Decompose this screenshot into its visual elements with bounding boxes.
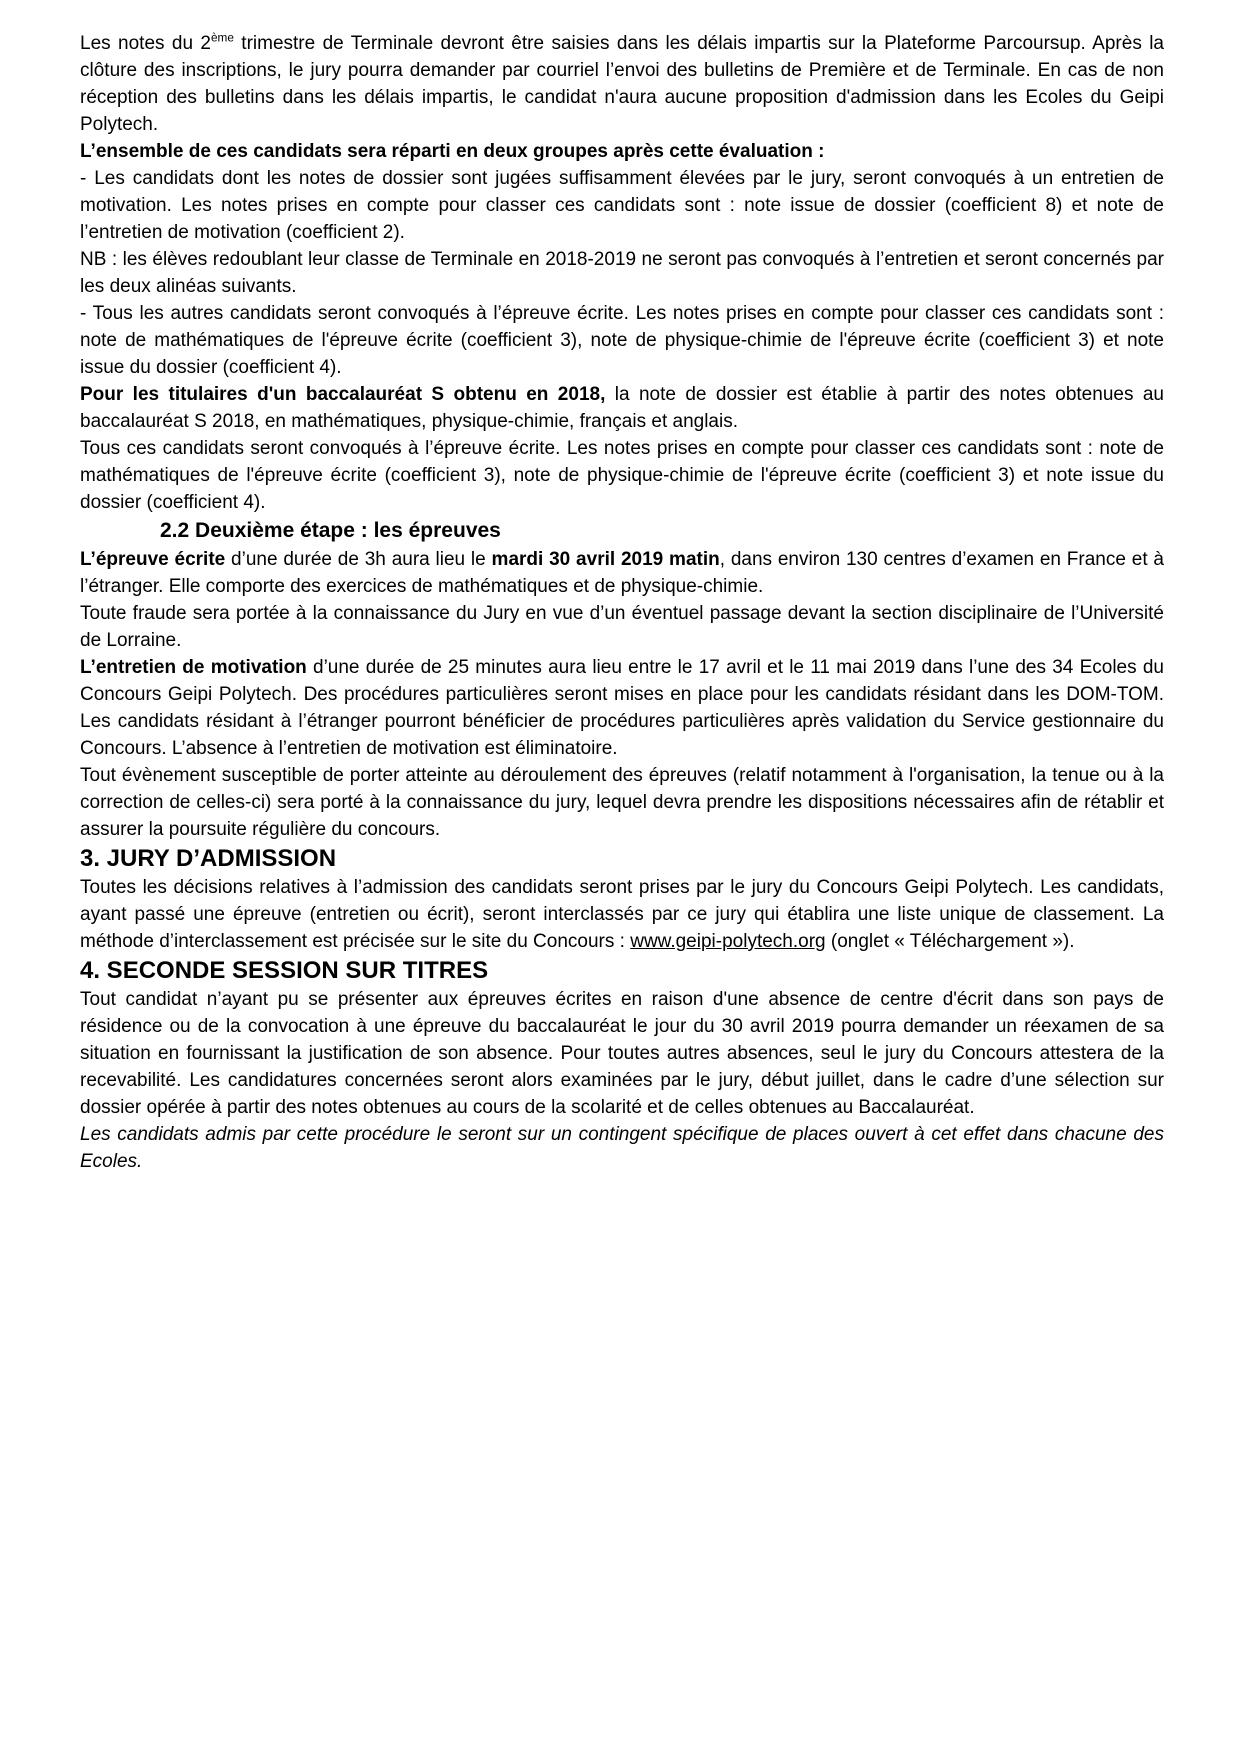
paragraph-groupe-entretien <box>80 165 1164 300</box>
text-segment: Toutes les décisions relatives à l’admission des candidats seront prises par le jury du Concours Geipi Polytech. Les candidats, ayant passé une épreuve (entretien ou écrit), seront interclassés par ce jury qui établira une liste unique de classement. La méthode d’interclassement est précisée sur le site du Concours : <box>80 877 1164 952</box>
paragraph-fraude: Toute fraude sera portée à la connaissance du Jury en vue d’un éventuel passage devant la section disciplinaire de l’Université de Lorraine. <box>80 603 1164 651</box>
text-segment: Les notes du 2 <box>80 33 212 54</box>
text-segment: Tous ces candidats seront convoqués à l’épreuve écrite. Les notes prises en compte pour classer ces candidats sont : note de mathématiques de l'épreuve écrite (coefficient 3), note de physique-chimie de l'épreuve écrite (coefficient 3) et note issue du dossier (coefficient 4). <box>80 438 1164 513</box>
heading-deuxieme-etape: 2.2 Deuxième étape : les épreuves <box>160 519 501 542</box>
paragraph-contingent: Les candidats admis par cette procédure le seront sur un contingent spécifique de places ouvert à cet effet dans chacune des Ecoles. <box>80 1124 1164 1172</box>
text-segment: trimestre de Terminale devront être saisies dans les délais impartis sur la Plateforme Parcoursup. Après la clôture des inscriptions, le jury pourra demander par courriel l’envoi des bulletins de Première et de Terminale. En cas de non réception des bulletins dans les délais impartis, le candidat n'aura aucune proposition d'admission dans les Ecoles du Geipi Polytech. <box>80 33 1164 135</box>
superscript-text: ème <box>211 31 234 45</box>
text-segment: L’épreuve écrite <box>80 549 226 570</box>
text-segment: d’une durée de 3h aura lieu le <box>225 549 492 570</box>
text-segment: - Les candidats dont les notes de dossier sont jugées suffisamment élevées par le jury, seront convoqués à un entretien de motivation. Les notes prises en compte pour classer ces candidats sont : note issue de dossier (coefficient 8) et note de l’entretien de motivation (coefficient 2). <box>80 168 1164 243</box>
paragraph-bac-2018 <box>80 381 1164 516</box>
text-segment: Pour les titulaires d'un baccalauréat S obtenu en 2018, <box>80 384 606 405</box>
text-segment: , dans environ 130 centres d’examen en France et à l’étranger. Elle comporte des exercices de mathématiques et de physique-chimie. <box>80 549 1164 597</box>
text-segment: mardi 30 avril 2019 matin <box>491 549 720 570</box>
heading-seconde-session: 4. SECONDE SESSION SUR TITRES <box>80 957 489 984</box>
paragraph-evenement: Tout évènement susceptible de porter atteinte au déroulement des épreuves (relatif notamment à l'organisation, la tenue ou à la correction de celles-ci) sera porté à la connaissance du jury, lequel devra prendre les dispositions nécessaires afin de rétablir et assurer la poursuite régulière du concours. <box>80 765 1164 840</box>
concours-website-link[interactable]: www.geipi-polytech.org <box>630 931 826 952</box>
text-segment: (onglet « Téléchargement »). <box>825 931 1075 952</box>
heading-candidats-groupes: L’ensemble de ces candidats sera réparti en deux groupes après cette évaluation : <box>80 141 825 162</box>
paragraph-entretien-motivation <box>80 654 1164 762</box>
paragraph-intro <box>80 30 1164 138</box>
text-segment: L’entretien de motivation <box>80 657 307 678</box>
heading-jury-admission: 3. JURY D’ADMISSION <box>80 845 337 872</box>
text-segment: d’une durée de 25 minutes aura lieu entre le 17 avril et le 11 mai 2019 dans l’une des 34 Ecoles du Concours Geipi Polytech. Des procédures particulières seront mises en place pour les candidats résidant dans les DOM-TOM. Les candidats résidant à l’étranger pourront bénéficier de procédures particulières après validation du Service gestionnaire du Concours. L’absence à l’entretien de motivation est éliminatoire. <box>80 657 1164 759</box>
paragraph-epreuve-ecrite <box>80 546 1164 600</box>
paragraph-groupe-ecrit: - Tous les autres candidats seront convoqués à l’épreuve écrite. Les notes prises en compte pour classer ces candidats sont : note de mathématiques de l'épreuve écrite (coefficient 3), note de physique-chimie de l'épreuve écrite (coefficient 3) et note issue du dossier (coefficient 4). <box>80 303 1164 378</box>
paragraph-seconde-session: Tout candidat n’ayant pu se présenter aux épreuves écrites en raison d'une absence de centre d'écrit dans son pays de résidence ou de la convocation à une épreuve du baccalauréat le jour du 30 avril 2019 pourra demander un réexamen de sa situation en fournissant la justification de son absence. Pour toutes autres absences, seul le jury du Concours attestera de la recevabilité. Les candidatures concernées seront alors examinées par le jury, début juillet, dans le cadre d’une sélection sur dossier opérée à partir des notes obtenues au cours de la scolarité et de celles obtenues au Baccalauréat. <box>80 989 1164 1118</box>
text-segment: NB : les élèves redoublant leur classe de Terminale en 2018-2019 ne seront pas convoqués à l’entretien et seront concernés par les deux alinéas suivants. <box>80 249 1164 297</box>
text-segment: la note de dossier est établie à partir des notes obtenues au baccalauréat S 2018, en mathématiques, physique-chimie, français et anglais. <box>80 384 1164 432</box>
paragraph-jury <box>80 874 1164 955</box>
